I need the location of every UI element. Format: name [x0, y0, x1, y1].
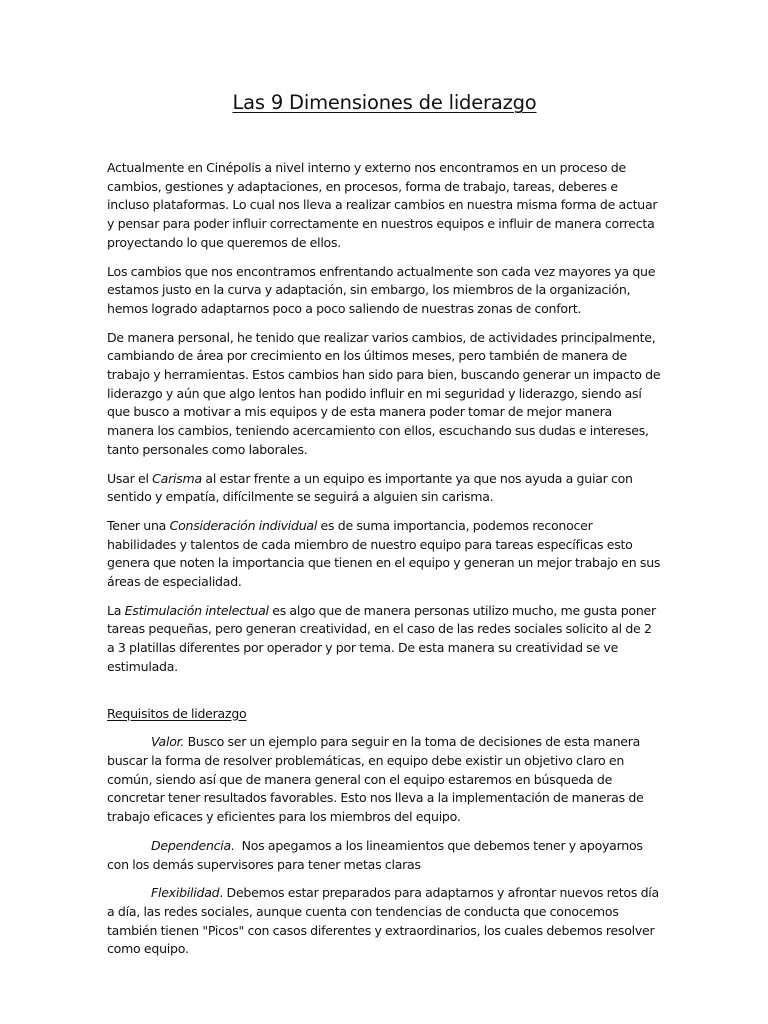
requisito-valor: [107, 733, 662, 827]
term-valor: Valor.: [151, 734, 185, 750]
document-title: Las 9 Dimensiones de liderazgo: [232, 91, 537, 114]
requisito-dependencia: [107, 837, 662, 874]
term-consideracion-individual: Consideración individual: [169, 517, 318, 533]
paragraph-carisma-before: Usar el: [107, 470, 153, 486]
paragraph-carisma-after: al estar frente a un equipo es importante ya que nos ayuda a guiar con sentido y empatía, difícilmente se seguirá a alguien sin carisma.: [107, 470, 633, 505]
term-dependencia: Dependencia.: [151, 837, 235, 853]
paragraph-estimulacion-before: La: [107, 602, 125, 618]
paragraph-intro: Actualmente en Cinépolis a nivel interno y externo nos encontramos en un proceso de cambios, gestiones y adaptaciones, en procesos, forma de trabajo, tareas, deberes e incluso plataformas. Lo cual nos lleva a realizar cambios en nuestra misma forma de actuar y pensar para poder influir correctamente en nuestros equipos e influir de manera correcta proyectando lo que queremos de ellos.: [107, 160, 658, 250]
term-carisma: Carisma: [152, 470, 202, 486]
paragraph-estimulacion: [107, 602, 662, 677]
section-heading-requisitos: Requisitos de liderazgo: [107, 705, 247, 721]
paragraph-changes: Los cambios que nos encontramos enfrentando actualmente son cada vez mayores ya que estamos justo en la curva y adaptación, sin embargo, los miembros de la organización, hemos logrado adaptarnos poco a poco saliendo de nuestras zonas de confort.: [107, 263, 656, 316]
paragraph-personal: De manera personal, he tenido que realizar varios cambios, de actividades principalmente, cambiando de área por crecimiento en los últimos meses, pero también de manera de trabajo y herramientas. Estos cambios han sido para bien, buscando generar un impacto de liderazgo y aún que algo lentos han podido influir en mi seguridad y liderazgo, siendo así que busco a motivar a mis equipos y de esta manera poder tomar de mejor manera manera los cambios, teniendo acercamiento con ellos, escuchando sus dudas e intereses, tanto personales como laborales.: [107, 329, 661, 457]
paragraph-consideracion: [107, 517, 662, 592]
document-body: [107, 159, 662, 969]
paragraph-estimulacion-after: es algo que de manera personas utilizo mucho, me gusta poner tareas pequeñas, pero generan creatividad, en el caso de las redes sociales solicito al de 2 a 3 platillas diferentes por operador y por tema. De esta manera su creatividad se ve estimulada.: [107, 602, 656, 674]
requisito-flexibilidad-text: . Debemos estar preparados para adaptarnos y afrontar nuevos retos día a día, las redes sociales, aunque cuenta con tendencias de conducta que conocemos también tienen "Picos" con casos diferentes y extraordinarios, los cuales debemos resolver como equipo.: [107, 885, 659, 957]
term-flexibilidad: Flexibilidad: [151, 885, 220, 901]
paragraph-consideracion-after: es de suma importancia, podemos reconocer habilidades y talentos de cada miembro de nuestro equipo para tareas específicas esto genera que noten la importancia que tienen en el equipo y generan un mejor trabajo en sus áreas de especialidad.: [107, 517, 661, 590]
requisito-flexibilidad: [107, 884, 662, 959]
paragraph-carisma: [107, 470, 662, 507]
requisito-dependencia-text: Nos apegamos a los lineamientos que debemos tener y apoyarnos con los demás supervisores para tener metas claras: [107, 837, 647, 872]
requisito-valor-text: Busco ser un ejemplo para seguir en la toma de decisiones de esta manera buscar la forma de resolver problemáticas, en equipo debe existir un objetivo claro en común, siendo así que de manera general con el equipo estaremos en búsqueda de concretar tener resultados favorables. Esto nos lleva a la implementación de maneras de trabajo eficaces y eficientes para los miembros del equipo.: [107, 734, 644, 825]
term-estimulacion-intelectual: Estimulación intelectual: [124, 602, 269, 618]
document-page: [107, 0, 662, 1024]
paragraph-consideracion-before: Tener una: [107, 517, 170, 533]
